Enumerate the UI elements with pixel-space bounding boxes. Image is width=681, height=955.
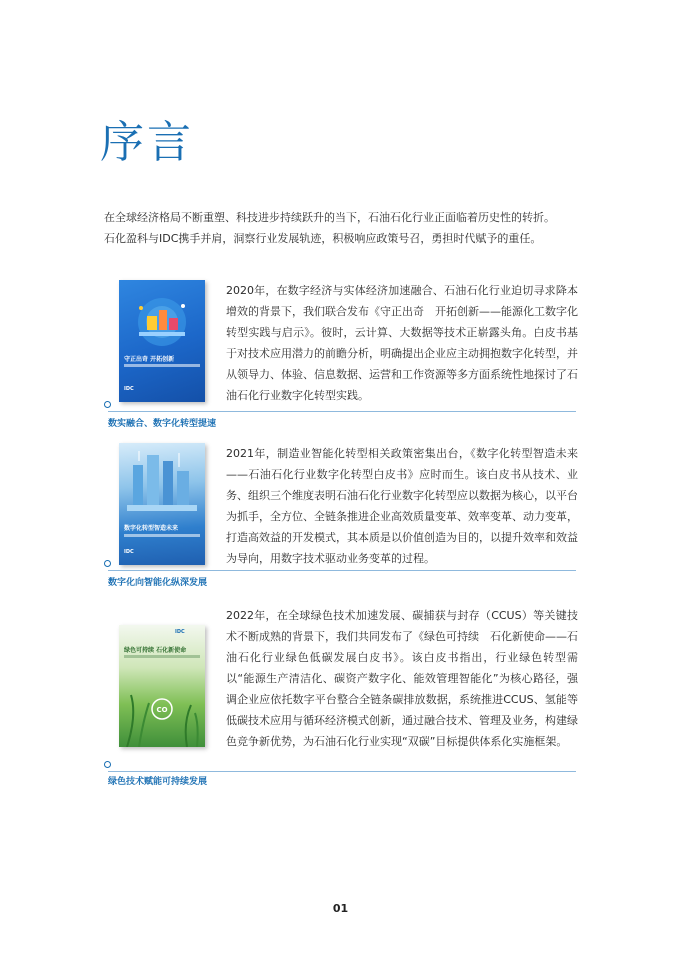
- cover-2020-subtitle-bar: [124, 364, 200, 367]
- section-2020-rule: [108, 411, 576, 412]
- section-2022-rule: [108, 771, 576, 772]
- cover-2021: [119, 443, 205, 565]
- cover-2022-subtitle-bar: [124, 655, 200, 658]
- cover-2020-title: 守正出奇 开拓创新: [124, 356, 175, 363]
- cover-2020-illustration: [119, 280, 205, 402]
- section-2020-caption: 数实融合、数字化转型提速: [108, 419, 217, 429]
- section-2021-text: 2021年，制造业智能化转型相关政策密集出台，《数字化转型智造未来——石油石化行业数字化转型白皮书》应时而生。该白皮书从技术、业务、组织三个维度表明石油石化行业数字化转型应以数据为核心，以平台为抓手，全方位、全链条推进企业高效质量变革、效率变革、动力变革，打造高效益的开发模式，其本质是以价值创造为目的，以提升效率和效益为导向，用数字技术驱动业务变革的过程。: [226, 447, 578, 565]
- rule-dot-icon: [104, 560, 111, 567]
- cover-2021-subtitle-bar: [124, 534, 200, 537]
- cover-2022-logo: IDC: [175, 629, 185, 635]
- page-title: 序言: [100, 117, 194, 168]
- cover-2021-illustration: [119, 443, 205, 565]
- section-2022-caption: 绿色技术赋能可持续发展: [108, 777, 208, 787]
- cover-2022: [119, 625, 205, 747]
- rule-dot-icon: [104, 761, 111, 768]
- cover-2022-illustration: [119, 625, 205, 747]
- intro-paragraph: [104, 207, 594, 249]
- cover-2022-title: 绿色可持续 石化新使命: [124, 647, 187, 654]
- cover-2020: [119, 280, 205, 402]
- section-2021-caption: 数字化向智能化纵深发展: [108, 578, 208, 588]
- section-2020-text: 2020年，在数字经济与实体经济加速融合、石油石化行业迫切寻求降本增效的背景下，我们联合发布《守正出奇 开拓创新——能源化工数字化转型实践与启示》。彼时，云计算、大数据等技术正崭露头角。白皮书基于对技术应用潜力的前瞻分析，明确提出企业应主动拥抱数字化转型，并从领导力、体验、信息数据、运营和工作资源等多方面系统性地探讨了石油石化行业数字化转型实践。: [226, 284, 578, 402]
- section-2022: [0, 609, 681, 825]
- cover-2020-logo: IDC: [124, 386, 134, 392]
- cover-2021-logo: IDC: [124, 549, 134, 555]
- rule-dot-icon: [104, 401, 111, 408]
- cover-2021-title: 数字化转型智造未来: [124, 525, 179, 532]
- intro-line-2: 石化盈科与IDC携手并肩，洞察行业发展轨迹，积极响应政策号召，勇担时代赋予的重任。: [104, 232, 542, 245]
- intro-line-1: 在全球经济格局不断重塑、科技进步持续跃升的当下，石油石化行业正面临着历史性的转折。: [104, 211, 555, 224]
- svg-text:CO: CO: [156, 706, 168, 714]
- page-number: 01: [332, 902, 349, 915]
- section-2022-text: 2022年，在全球绿色技术加速发展、碳捕获与封存（CCUS）等关键技术不断成熟的背景下，我们共同发布了《绿色可持续 石化新使命——石油石化行业绿色低碳发展白皮书》。该白皮书指出，行业绿色转型需以“能源生产清洁化、碳资产数字化、能效管理智能化”为核心路径，强调企业应依托数字平台整合全链条碳排放数据，系统推进CCUS、氢能等低碳技术应用与循环经济模式创新，通过融合技术、管理及业务，构建绿色竞争新优势，为石油石化行业实现“双碳”目标提供体系化实施框架。: [226, 609, 578, 748]
- section-2021-rule: [108, 570, 576, 571]
